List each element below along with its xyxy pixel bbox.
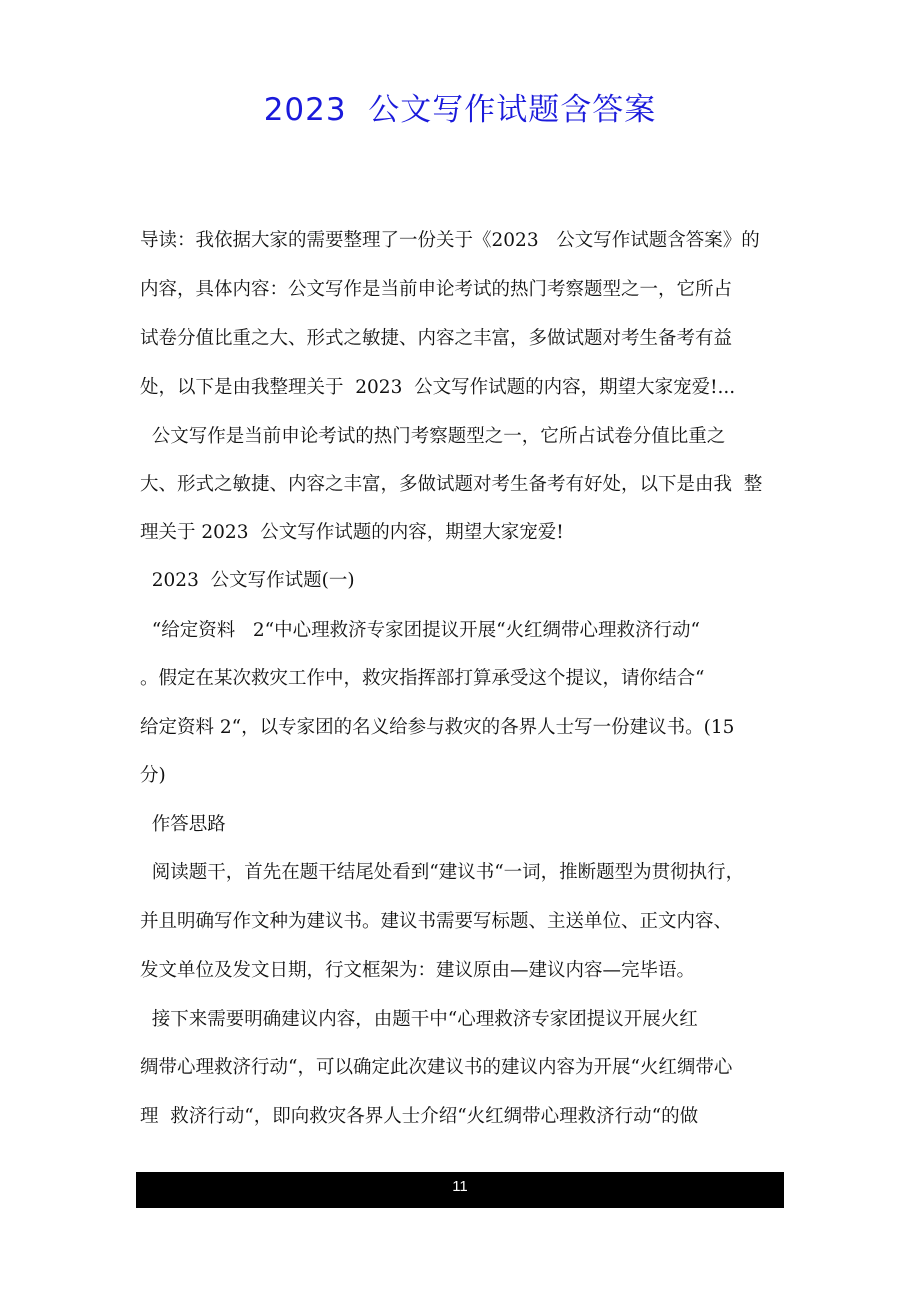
body-line: 给定资料 2“，以专家团的名义给参与救灾的各界人士写一份建议书。(15 <box>140 717 735 738</box>
body-line: 公文写作是当前申论考试的热门考察题型之一，它所占试卷分值比重之 <box>140 426 726 447</box>
body-line: “给定资料 2“中心理救济专家团提议开展“火红绸带心理救济行动“ <box>140 620 701 641</box>
body-line: 。假定在某次救灾工作中，救灾指挥部打算承受这个提议，请你结合“ <box>140 668 705 689</box>
body-line: 试卷分值比重之大、形式之敏捷、内容之丰富，多做试题对考生备考有益 <box>140 328 733 349</box>
body-line: 理 救济行动“，即向救灾各界人士介绍“火红绸带心理救济行动“的做 <box>140 1106 699 1127</box>
body-line: 理关于 2023 公文写作试题的内容，期望大家宠爱! <box>140 522 564 543</box>
body-line: 阅读题干，首先在题干结尾处看到“建议书“一词，推断题型为贯彻执行， <box>140 862 745 883</box>
body-line: 处，以下是由我整理关于 2023 公文写作试题的内容，期望大家宠爱!... <box>140 377 736 398</box>
body-line: 大、形式之敏捷、内容之丰富，多做试题对考生备考有好处，以下是由我 整 <box>140 474 763 495</box>
section-heading: 作答思路 <box>140 814 226 835</box>
body-line: 并且明确写作文种为建议书。建议书需要写标题、主送单位、正文内容、 <box>140 911 733 932</box>
page-number: 11 <box>452 1178 468 1195</box>
page-footer <box>136 1172 784 1208</box>
body-line: 接下来需要明确建议内容，由题干中“心理救济专家团提议开展火红 <box>140 1009 698 1030</box>
document-title: 2023 公文写作试题含答案 <box>263 92 657 128</box>
body-line: 绸带心理救济行动“，可以确定此次建议书的建议内容为开展“火红绸带心 <box>140 1057 733 1078</box>
section-heading: 2023 公文写作试题(一) <box>140 570 355 591</box>
body-line: 分) <box>140 765 166 786</box>
body-line: 发文单位及发文日期，行文框架为：建议原由—建议内容—完毕语。 <box>140 960 696 981</box>
body-line: 导读：我依据大家的需要整理了一份关于《2023 公文写作试题含答案》的 <box>140 230 760 251</box>
body-line: 内容，具体内容：公文写作是当前申论考试的热门考察题型之一，它所占 <box>140 279 733 300</box>
